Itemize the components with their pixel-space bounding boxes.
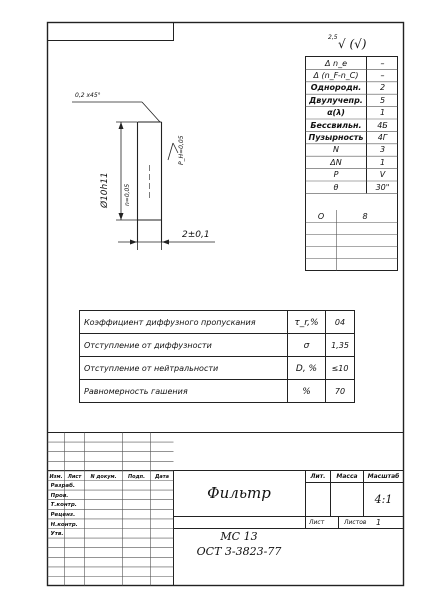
- revision-col-header: N докум.: [90, 473, 117, 480]
- param-value: 30": [375, 182, 390, 192]
- side-tolerance-label: n=0,05: [124, 183, 131, 206]
- property-value: 1,35: [331, 341, 349, 350]
- revision-col-header: Дата: [154, 473, 170, 480]
- property-label: Равномерность гашения: [84, 387, 188, 396]
- param-value: 4Г: [377, 133, 388, 143]
- chamfer-label: 0,2 x45°: [75, 92, 101, 99]
- param-name: ΔN: [330, 157, 342, 167]
- material-line1: МС 13: [220, 529, 258, 543]
- param-value: 4Б: [377, 120, 388, 130]
- revision-col-header: Подп.: [127, 473, 145, 480]
- param-name: α(λ): [327, 108, 345, 118]
- param-name: Δ n_e: [324, 58, 347, 68]
- signature-role: Реценз.: [50, 512, 76, 519]
- signature-role: Пров.: [50, 492, 69, 499]
- param-value: 1: [379, 157, 386, 167]
- part-name: Фильтр: [207, 484, 271, 502]
- param-value: 2: [379, 83, 386, 93]
- property-label: Отступление от диффузности: [84, 341, 212, 350]
- param-name: Бессвильн.: [310, 120, 362, 130]
- param-name: Пузырность: [308, 133, 364, 143]
- param-name: N: [333, 145, 339, 155]
- property-symbol: σ: [303, 340, 310, 351]
- thickness-label: 2±0,1: [182, 230, 210, 240]
- param-name: Однородн.: [310, 83, 362, 93]
- param-value: 3: [379, 145, 386, 155]
- diameter-label: Ø10h11: [100, 172, 110, 208]
- signature-role: Н.контр.: [50, 521, 78, 528]
- param-value: 1: [379, 108, 386, 118]
- param-value: –: [380, 71, 385, 81]
- property-symbol: %: [302, 386, 311, 397]
- property-value: ≤10: [331, 364, 349, 373]
- param-value: –: [380, 58, 385, 68]
- roughness-symbol: √ (√): [338, 37, 367, 51]
- property-value: 04: [334, 318, 346, 327]
- sheets-label: Листов: [344, 519, 367, 526]
- scale-label: Масштаб: [367, 473, 400, 480]
- param-name: P: [333, 170, 339, 180]
- param-value: V: [379, 170, 386, 180]
- property-label: Отступление от нейтральности: [84, 364, 219, 373]
- signature-role: Т.контр.: [50, 502, 77, 509]
- param-value: 5: [379, 95, 386, 105]
- signature-role: Утв.: [50, 531, 64, 538]
- param-extra-value: 8: [362, 211, 368, 221]
- property-symbol: τ_r,%: [294, 317, 319, 328]
- property-value: 70: [334, 387, 346, 396]
- property-symbol: D, %: [295, 363, 318, 374]
- lit-label: Лит.: [310, 473, 326, 480]
- param-name: θ: [333, 182, 339, 192]
- surface-tolerance-label: P_H=0,05: [178, 135, 185, 165]
- scale-value: 4:1: [374, 493, 393, 506]
- param-name: Двулучепр.: [309, 95, 363, 105]
- roughness-prefix: 2,5: [328, 34, 338, 41]
- param-name: Δ (n_F-n_C): [313, 71, 359, 81]
- sheets-value: 1: [376, 518, 382, 527]
- signature-role: Разраб.: [50, 483, 76, 490]
- param-extra-name: O: [317, 211, 325, 221]
- mass-label: Масса: [336, 473, 358, 480]
- revision-col-header: Лист: [67, 473, 82, 480]
- revision-col-header: Изм.: [49, 473, 63, 480]
- sheet-label: Лист: [309, 519, 325, 526]
- material-line2: ОСТ 3-3823-77: [196, 544, 282, 558]
- part-drawing: [72, 102, 215, 250]
- property-label: Коэффициент диффузного пропускания: [84, 318, 256, 327]
